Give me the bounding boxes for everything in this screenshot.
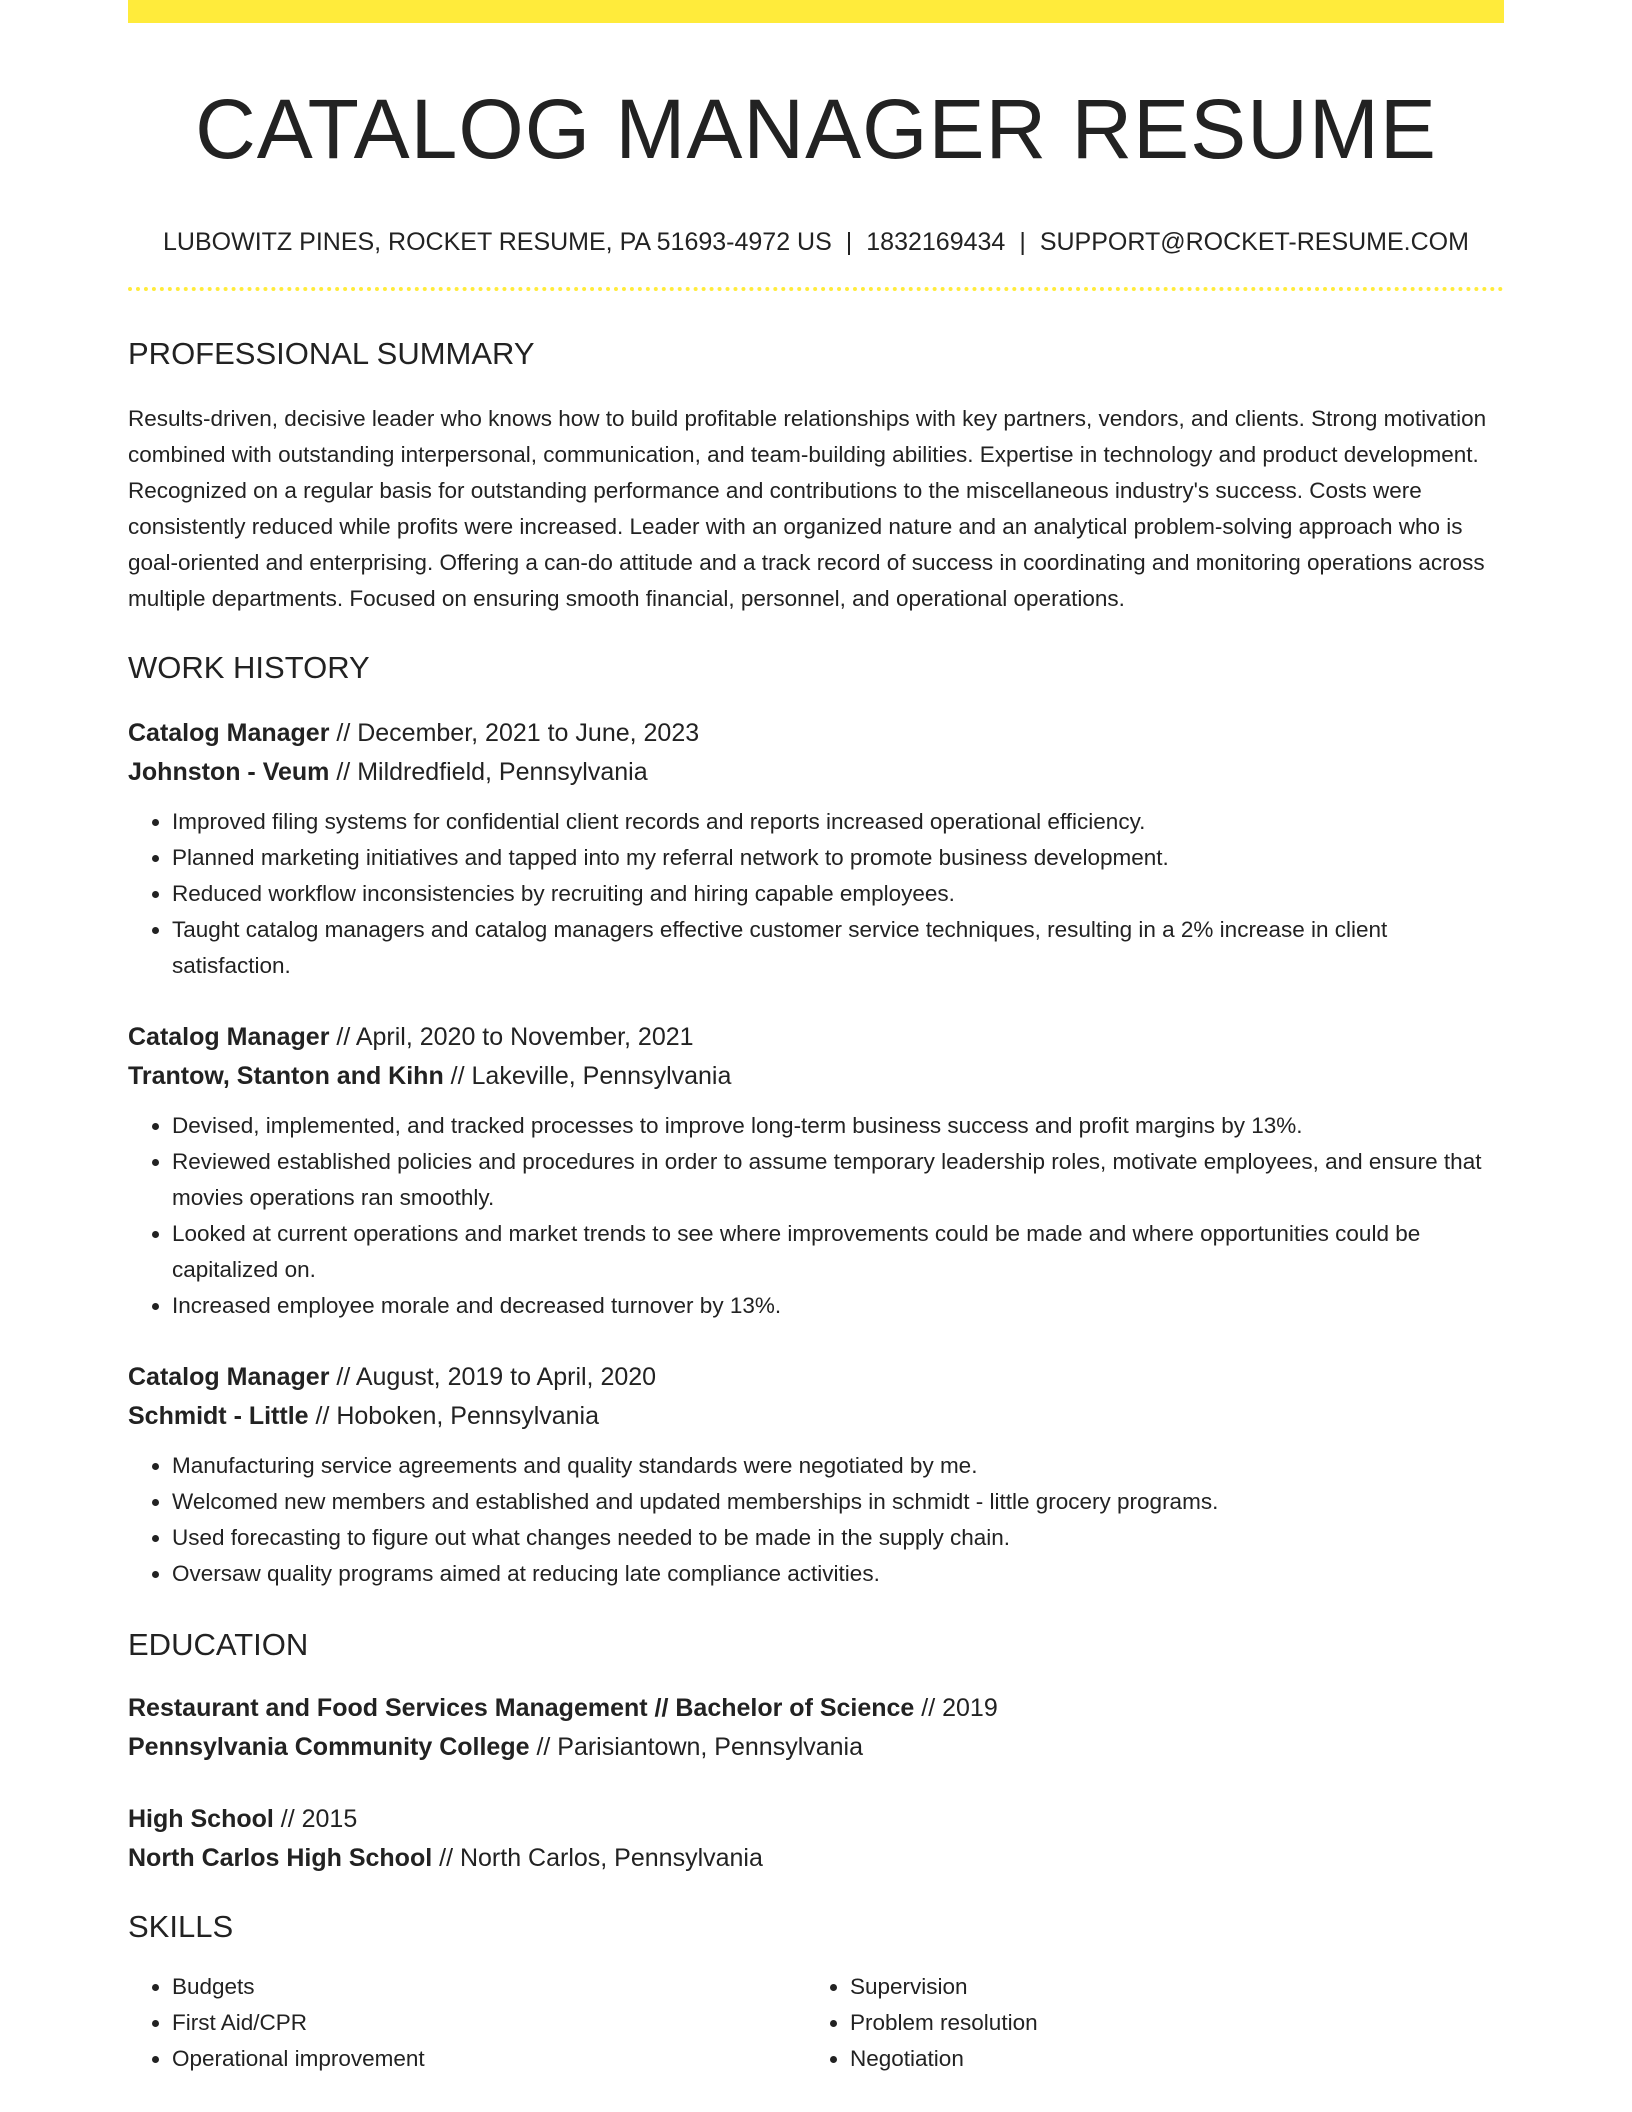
- accent-bar: [128, 0, 1504, 23]
- job-company: Johnston - Veum: [128, 757, 330, 786]
- contact-separator: |: [845, 228, 853, 257]
- contact-line: [128, 227, 1504, 257]
- school-line: [128, 1839, 1504, 1878]
- job-entry: [128, 714, 1504, 984]
- job-company: Schmidt - Little: [128, 1401, 309, 1430]
- summary-heading: PROFESSIONAL SUMMARY: [128, 336, 535, 372]
- skills-list: [128, 1969, 1504, 2077]
- job-company-line: [128, 1397, 1504, 1436]
- skills-heading: SKILLS: [128, 1908, 234, 1944]
- dotted-divider: [128, 287, 1504, 291]
- education-entry: [128, 1689, 1504, 1767]
- job-bullets: [128, 804, 1504, 984]
- list-item: • Planned marketing initiatives and tapped into my referral network to promote business development.: [172, 840, 1504, 876]
- education-entry: [128, 1800, 1504, 1878]
- job-location: // Lakeville, Pennsylvania: [443, 1061, 732, 1090]
- job-title: Catalog Manager: [128, 1022, 330, 1051]
- school: North Carlos High School: [128, 1843, 433, 1872]
- list-item: • Taught catalog managers and catalog managers effective customer service techniques, resulting in a 2% increase in client satisfaction.: [172, 912, 1504, 984]
- job-location: // Hoboken, Pennsylvania: [308, 1401, 600, 1430]
- skills-column-left: [128, 1969, 806, 2077]
- education-heading: EDUCATION: [128, 1626, 309, 1662]
- school-location: // Parisiantown, Pennsylvania: [529, 1732, 864, 1761]
- list-item: • Used forecasting to figure out what changes needed to be made in the supply chain.: [172, 1520, 1504, 1556]
- list-item: • Increased employee morale and decreased turnover by 13%.: [172, 1288, 1504, 1324]
- contact-email: SUPPORT@ROCKET-RESUME.COM: [1039, 228, 1469, 257]
- list-item: • Oversaw quality programs aimed at reducing late compliance activities.: [172, 1556, 1504, 1592]
- skill-item: • Supervision: [850, 1969, 1484, 2005]
- degree-year: // 2019: [914, 1693, 998, 1722]
- list-item: • Looked at current operations and market trends to see where improvements could be made and where opportunities could be capitalized on.: [172, 1216, 1504, 1288]
- job-title-line: [128, 1358, 1504, 1397]
- degree: Restaurant and Food Services Management // Bachelor of Science: [128, 1693, 915, 1722]
- job-title: Catalog Manager: [128, 1362, 330, 1391]
- degree-line: [128, 1800, 1504, 1839]
- skills-column-right: [806, 1969, 1484, 2077]
- job-company-line: [128, 1057, 1504, 1096]
- job-title-line: [128, 714, 1504, 753]
- job-bullets: [128, 1448, 1504, 1592]
- degree-year: // 2015: [273, 1804, 358, 1833]
- school: Pennsylvania Community College: [128, 1732, 530, 1761]
- list-item: • Improved filing systems for confidential client records and reports increased operational efficiency.: [172, 804, 1504, 840]
- job-title: Catalog Manager: [128, 718, 330, 747]
- contact-address: LUBOWITZ PINES, ROCKET RESUME, PA 51693-4972 US: [163, 228, 832, 257]
- page-title: CATALOG MANAGER RESUME: [195, 82, 1437, 176]
- degree: High School: [128, 1804, 274, 1833]
- skill-item: • Negotiation: [850, 2041, 1484, 2077]
- job-company: Trantow, Stanton and Kihn: [128, 1061, 444, 1090]
- summary-text: Results-driven, decisive leader who knows how to build profitable relationships with key partners, vendors, and clients. Strong motivation combined with outstanding interpersonal, communication, and team-building abilities. Expertise in technology and product development. Recognized on a regular basis for outstanding performance and contributions to the miscellaneous industry's success. Costs were consistently reduced while profits were increased. Leader with an organized nature and an analytical problem-solving approach who is goal-oriented and enterprising. Offering a can-do attitude and a track record of success in coordinating and monitoring operations across multiple departments. Focused on ensuring smooth financial, personnel, and operational operations.: [128, 405, 1487, 611]
- job-entry: [128, 1018, 1504, 1324]
- list-item: • Manufacturing service agreements and quality standards were negotiated by me.: [172, 1448, 1504, 1484]
- skill-item: • Budgets: [172, 1969, 806, 2005]
- job-dates: // August, 2019 to April, 2020: [329, 1362, 657, 1391]
- job-dates: // December, 2021 to June, 2023: [329, 718, 700, 747]
- school-line: [128, 1728, 1504, 1767]
- degree-line: [128, 1689, 1504, 1728]
- job-entry: [128, 1358, 1504, 1592]
- work-history-heading: WORK HISTORY: [128, 649, 370, 685]
- list-item: • Reduced workflow inconsistencies by recruiting and hiring capable employees.: [172, 876, 1504, 912]
- job-bullets: [128, 1108, 1504, 1324]
- contact-separator: |: [1019, 228, 1026, 257]
- skill-item: • Operational improvement: [172, 2041, 806, 2077]
- job-title-line: [128, 1018, 1504, 1057]
- skill-item: • First Aid/CPR: [172, 2005, 806, 2041]
- list-item: • Welcomed new members and established and updated memberships in schmidt - little grocery programs.: [172, 1484, 1504, 1520]
- skill-item: • Problem resolution: [850, 2005, 1484, 2041]
- list-item: • Reviewed established policies and procedures in order to assume temporary leadership roles, motivate employees, and ensure that movies operations ran smoothly.: [172, 1144, 1504, 1216]
- job-company-line: [128, 753, 1504, 792]
- job-location: // Mildredfield, Pennsylvania: [329, 757, 648, 786]
- contact-phone: 1832169434: [866, 228, 1006, 257]
- school-location: // North Carlos, Pennsylvania: [432, 1843, 763, 1872]
- list-item: • Devised, implemented, and tracked processes to improve long-term business success and profit margins by 13%.: [172, 1108, 1504, 1144]
- job-dates: // April, 2020 to November, 2021: [329, 1022, 694, 1051]
- resume-page: [128, 0, 1504, 2077]
